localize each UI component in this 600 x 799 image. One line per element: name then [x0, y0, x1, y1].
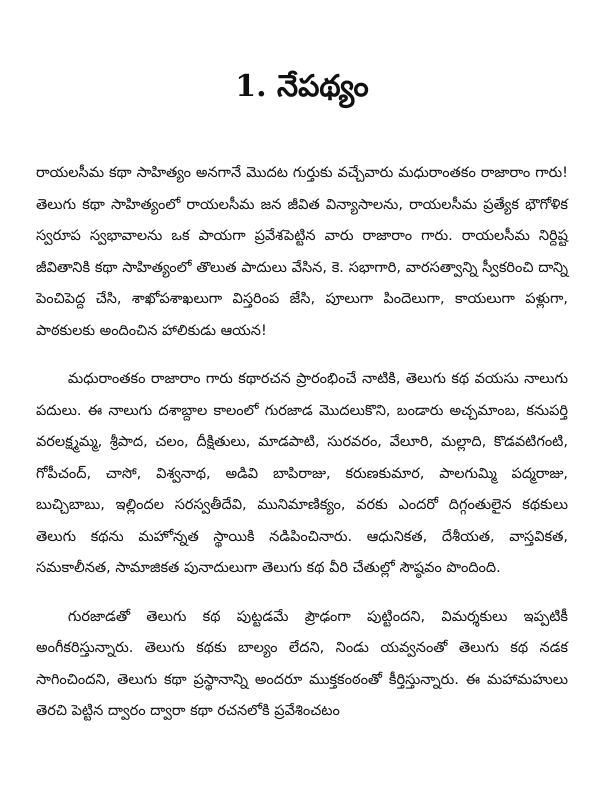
paragraph-1: రాయలసీమ కథా సాహిత్యం అనగానే మొదట గుర్తుకు వచ్చేవారు మధురాంతకం రాజారాం గారు! తెలుగు కథా సాహిత్యంలో రాయలసీమ జన జీవిత విన్యాసాలను, రాయలసీమ ప్రత్యేక భౌగోళిక స్వరూప స్వభావాలను ఒక పాయగా ప్రవేశపెట్టిన వారు రాజారాం గారు. రాయలసీమ నిర్దిష్ట జీవితానికి కథా సాహిత్యంలో తొలుత పాదులు వేసిన, కె. సభాగారి, వారసత్వాన్ని స్వీకరించి దాన్ని పెంచిపెద్ద చేసి, శాఖోపశాఖలుగా విస్తరింప జేసి, పూలుగా పిందెలుగా, కాయలుగా పళ్లుగా, పాఠకులకు అందించిన హాలికుడు ఆయన!: [36, 165, 568, 339]
chapter-body: [36, 158, 568, 728]
paragraph-2: మధురాంతకం రాజారాం గారు కథారచన ప్రారంభించే నాటికి, తెలుగు కథ వయసు నాలుగు పదులు. ఈ నాలుగు దశాబ్దాల కాలంలో గురజాడ మొదలుకొని, బండారు అచ్చమాంబ, కనుపర్తి వరలక్ష్మమ్మ, శ్రీపాద, చలం, దీక్షితులు, మాడపాటి, సురవరం, వేలూరి, మల్లాది, కొడవటిగంటి, గోపీచంద్, చాసో, విశ్వనాథ, అడివి బాపిరాజు, కరుణకుమార, పాలగుమ్మి పద్మరాజు, బుచ్చిబాబు, ఇల్లిందల సరస్వతీదేవి, మునిమాణిక్యం, వరకు ఎందరో దిగ్గంతులైన కథకులు తెలుగు కథను మహోన్నత స్థాయికి నడిపించినారు. ఆధునికత, దేశీయత, వాస్తవికత, సమకాలీనత, సామాజికత పునాదులుగా తెలుగు కథ వీరి చేతుల్లో సౌష్ఠవం పొందింది.: [36, 371, 568, 576]
paragraph-3: గురజాడతో తెలుగు కథ పుట్టడమే ప్రౌఢంగా పుట్టిందని, విమర్శకులు ఇప్పటికీ అంగీకరిస్తున్నారు. తెలుగు కథకు బాల్యం లేదని, నిండు యవ్వనంతో తెలుగు కథ నడక సాగించిందని, తెలుగు కథా ప్రస్థానాన్ని అందరూ ముక్తకంఠంతో కీర్తిస్తున్నారు. ఈ మహామహులు తెరచి పెట్టిన ద్వారం ద్వారా కథా రచనలోకి ప్రవేశించటం: [36, 608, 568, 719]
chapter-title: 1. నేపథ్యం: [235, 69, 369, 104]
